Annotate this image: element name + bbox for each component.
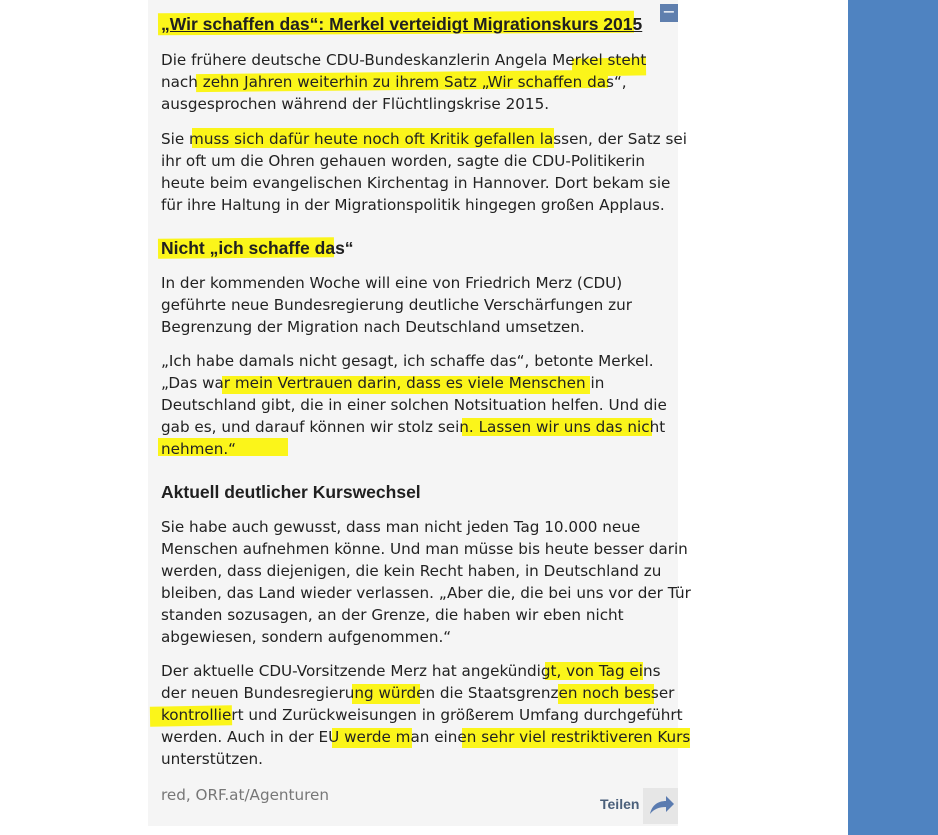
text-line: Der aktuelle CDU-Vorsitzende Merz hat angekündigt, von Tag eins [161, 662, 661, 680]
text-line: heute beim evangelischen Kirchentag in Hannover. Dort bekam sie [161, 174, 671, 192]
text-line: „Ich habe damals nicht gesagt, ich schaffe das“, betonte Merkel. [161, 352, 654, 370]
text-line: werden. Auch in der EU werde man einen sehr viel restriktiveren Kurs [161, 728, 691, 746]
text-line: Die frühere deutsche CDU-Bundeskanzlerin Angela Merkel steht [161, 51, 647, 69]
minus-icon: − [662, 2, 676, 21]
text-line: Deutschland gibt, die in einer solchen Notsituation helfen. Und die [161, 396, 667, 414]
text-line: Sie muss sich dafür heute noch oft Kritik gefallen lassen, der Satz sei [161, 130, 687, 148]
section-heading: Nicht „ich schaffe das“ [161, 238, 354, 258]
right-side-panel [848, 0, 938, 835]
text-line: ihr oft um die Ohren gehauen worden, sagte die CDU-Politikerin [161, 152, 646, 170]
share-button[interactable]: Teilen [600, 796, 640, 812]
collapse-button[interactable] [660, 4, 678, 22]
text-line: Begrenzung der Migration nach Deutschland umsetzen. [161, 318, 585, 336]
text-line: bleiben, das Land wieder verlassen. „Aber die, die bei uns vor der Tür [161, 584, 691, 602]
text-line: ausgesprochen während der Flüchtlingskrise 2015. [161, 95, 550, 113]
share-arrow-icon[interactable] [643, 788, 678, 824]
source-credit: red, ORF.at/Agenturen [161, 786, 330, 804]
article-title: „Wir schaffen das“: Merkel verteidigt Migrationskurs 2015 [161, 14, 643, 34]
text-line: nehmen.“ [161, 440, 237, 458]
text-line: unterstützen. [161, 750, 264, 768]
text-line: Menschen aufnehmen könne. Und man müsse bis heute besser darin [161, 540, 688, 558]
text-line: gab es, und darauf können wir stolz sein. Lassen wir uns das nicht [161, 418, 666, 436]
text-line: für ihre Haltung in der Migrationspolitik hingegen großen Applaus. [161, 196, 665, 214]
text-line: nach zehn Jahren weiterhin zu ihrem Satz „Wir schaffen das“, [161, 73, 627, 91]
text-line: geführte neue Bundesregierung deutliche Verschärfungen zur [161, 296, 632, 314]
text-line: der neuen Bundesregierung würden die Staatsgrenzen noch besser [161, 684, 675, 702]
text-line: standen sozusagen, an der Grenze, die haben wir eben nicht [161, 606, 624, 624]
text-line: abgewiesen, sondern aufgenommen.“ [161, 628, 452, 646]
text-line: werden, dass diejenigen, die kein Recht haben, in Deutschland zu [161, 562, 662, 580]
section-heading: Aktuell deutlicher Kurswechsel [161, 482, 421, 502]
text-line: „Das war mein Vertrauen darin, dass es viele Menschen in [161, 374, 605, 392]
text-line: In der kommenden Woche will eine von Friedrich Merz (CDU) [161, 274, 623, 292]
text-line: kontrolliert und Zurückweisungen in größerem Umfang durchgeführt [161, 706, 683, 724]
text-line: Sie habe auch gewusst, dass man nicht jeden Tag 10.000 neue [161, 518, 641, 536]
